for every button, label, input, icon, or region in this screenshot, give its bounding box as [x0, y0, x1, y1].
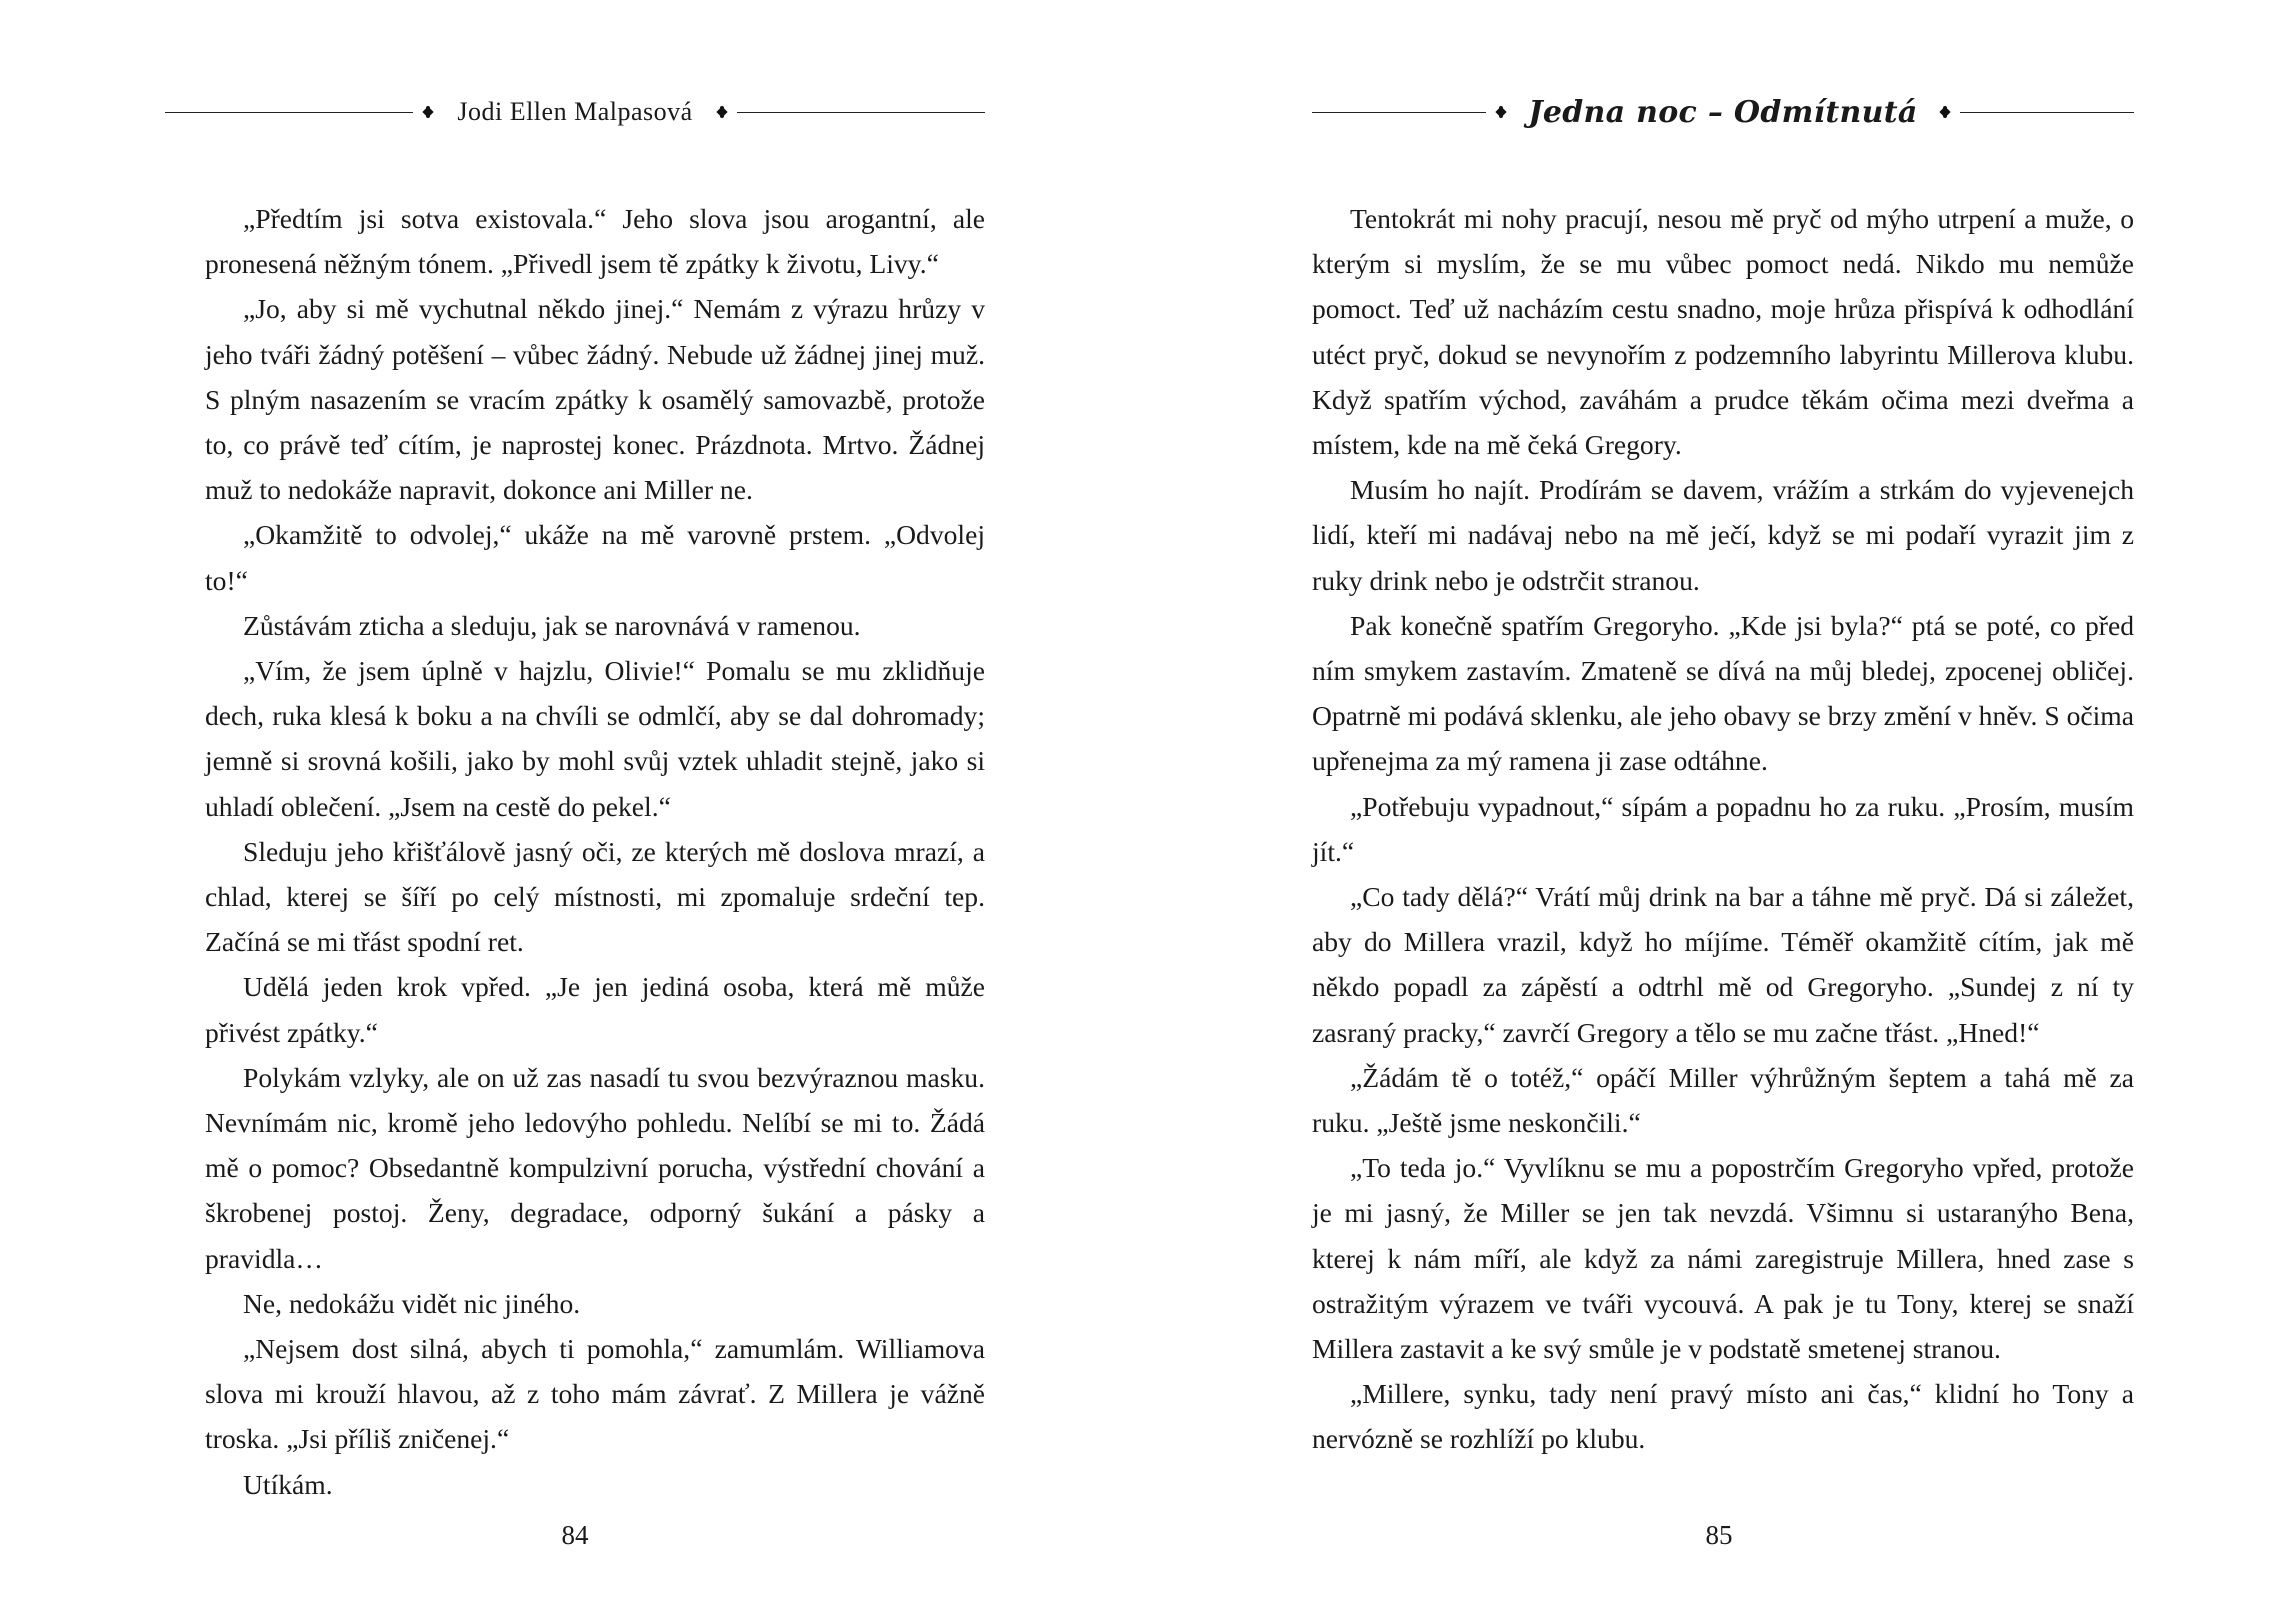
- paragraph: Udělá jeden krok vpřed. „Je jen jediná osoba, která mě může přivést zpátky.“: [205, 971, 985, 1048]
- paragraph: Sleduju jeho křišťálově jasný oči, ze kterých mě doslova mrazí, a chlad, kterej se šíří po celý místnosti, mi zpomaluje srdeční tep. Začíná se mi třást spodní ret.: [205, 835, 985, 958]
- paragraph: Polykám vzlyky, ale on už zas nasadí tu svou bezvýraznou masku. Nevnímám nic, kromě jeho ledovýho pohledu. Nelíbí se mi to. Žádá mě o pomoc? Obsedantně kompulzivní porucha, výstřední chování a škrobenej postoj. Ženy, degradace, odporný šukání a pásky a pravidla…: [205, 1061, 985, 1274]
- left-body-text: [205, 196, 985, 1507]
- paragraph: „Jo, aby si mě vychutnal někdo jinej.“ Nemám z výrazu hrůzy v jeho tváři žádný potěšení – vůbec žádný. Nebude už žádnej jinej muž. S plným nasazením se vracím zpátky k osamělý samovazbě, protože to, co právě teď cítím, je naprostej konec. Prázdnota. Mrtvo. Žádnej muž to nedokáže napravit, dokonce ani Miller ne.: [205, 293, 985, 506]
- paragraph: „Okamžitě to odvolej,“ ukáže na mě varovně prstem. „Odvolej to!“: [205, 519, 985, 596]
- paragraph: Ne, nedokážu vidět nic jiného.: [243, 1287, 581, 1319]
- paragraph: „To teda jo.“ Vyvlíknu se mu a popostrčím Gregoryho vpřed, protože je mi jasný, že Miller se jen tak nevzdá. Všimnu si ustaranýho Bena, kterej k nám míří, ale když za námi zaregistruje Millera, hned zase s ostražitým výrazem ve tváři vycouvá. A pak je tu Tony, kterej se snaží Millera zastavit a ke svý smůle je v podstatě smetenej stranou.: [1312, 1152, 2134, 1365]
- fleuron-ornament-icon: [1938, 105, 1952, 119]
- paragraph: Tentokrát mi nohy pracují, nesou mě pryč od mýho utrpení a muže, o kterým si myslím, že se mu vůbec pomoct nedá. Nikdo mu nemůže pomoct. Teď už nacházím cestu snadno, moje hrůza přispívá k odhodlání utéct pryč, dokud se nevynořím z podzemního labyrintu Millerova klubu. Když spatřím východ, zaváhám a prudce těkám očima mezi dveřma a místem, kde na mě čeká Gregory.: [1312, 203, 2134, 461]
- left-running-header: [165, 92, 985, 132]
- paragraph: „Žádám tě o totéž,“ opáčí Miller výhrůžným šeptem a tahá mě za ruku. „Ještě jsme neskončili.“: [1312, 1061, 2134, 1139]
- header-rule-left: [1312, 112, 1486, 113]
- paragraph: „Potřebuju vypadnout,“ sípám a popadnu ho za ruku. „Prosím, musím jít.“: [1312, 790, 2134, 867]
- header-rule-right: [737, 112, 985, 113]
- paragraph: Zůstávám zticha a sleduju, jak se narovnává v ramenou.: [243, 609, 861, 641]
- fleuron-ornament-icon: [715, 105, 729, 119]
- paragraph: „Co tady dělá?“ Vrátí můj drink na bar a táhne mě pryč. Dá si záležet, aby do Millera vrazil, když ho míjíme. Téměř okamžitě cítím, jak mě někdo popadl za zápěstí a odtrhl mě od Gregoryho. „Sundej z ní ty zasraný pracky,“ zavrčí Gregory a tělo se mu začne třást. „Hned!“: [1312, 881, 2134, 1048]
- header-rule-left: [165, 112, 413, 113]
- paragraph: Utíkám.: [243, 1468, 333, 1500]
- fleuron-ornament-icon: [421, 105, 435, 119]
- running-head-author: Jodi Ellen Malpasová: [457, 97, 693, 126]
- page-number: 85: [1705, 1520, 1733, 1550]
- paragraph: Musím ho najít. Prodírám se davem, vrážím a strkám do vyjevenejch lidí, kteří mi nadávaj nebo na mě ječí, když se mi podaří vyrazit jim z ruky drink nebo je odstrčit stranou.: [1312, 474, 2134, 596]
- page-number: 84: [561, 1520, 589, 1550]
- running-head-title: Jedna noc – Odmítnutá: [1528, 94, 1918, 130]
- paragraph: „Vím, že jsem úplně v hajzlu, Olivie!“ Pomalu se mu zklidňuje dech, ruka klesá k boku a na chvíli se odmlčí, aby se dal dohromady; jemně si srovná košili, jako by mohl svůj vztek uhladit stejně, jako si uhladí oblečení. „Jsem na cestě do pekel.“: [205, 655, 985, 822]
- paragraph: „Millere, synku, tady není pravý místo ani čas,“ klidní ho Tony a nervózně se rozhlíží po klubu.: [1312, 1378, 2134, 1455]
- right-page: [1142, 0, 2284, 1615]
- paragraph: „Nejsem dost silná, abych ti pomohla,“ zamumlám. Williamova slova mi krouží hlavou, až z toho mám závrať. Z Millera je vážně troska. „Jsi příliš zničenej.“: [205, 1333, 985, 1455]
- paragraph: Pak konečně spatřím Gregoryho. „Kde jsi byla?“ ptá se poté, co před ním smykem zastavím. Zmateně se dívá na můj bledej, zpocenej obličej. Opatrně mi podává sklenku, ale jeho obavy se brzy změní v hněv. S očima upřenejma za mý ramena ji zase odtáhne.: [1312, 609, 2134, 777]
- paragraph: „Předtím jsi sotva existovala.“ Jeho slova jsou arogantní, ale pronesená něžným tónem. „Přivedl jsem tě zpátky k životu, Livy.“: [205, 203, 985, 280]
- header-rule-right: [1960, 112, 2134, 113]
- right-running-header: [1312, 92, 2134, 132]
- right-body-text: [1312, 196, 2134, 1462]
- fleuron-ornament-icon: [1494, 105, 1508, 119]
